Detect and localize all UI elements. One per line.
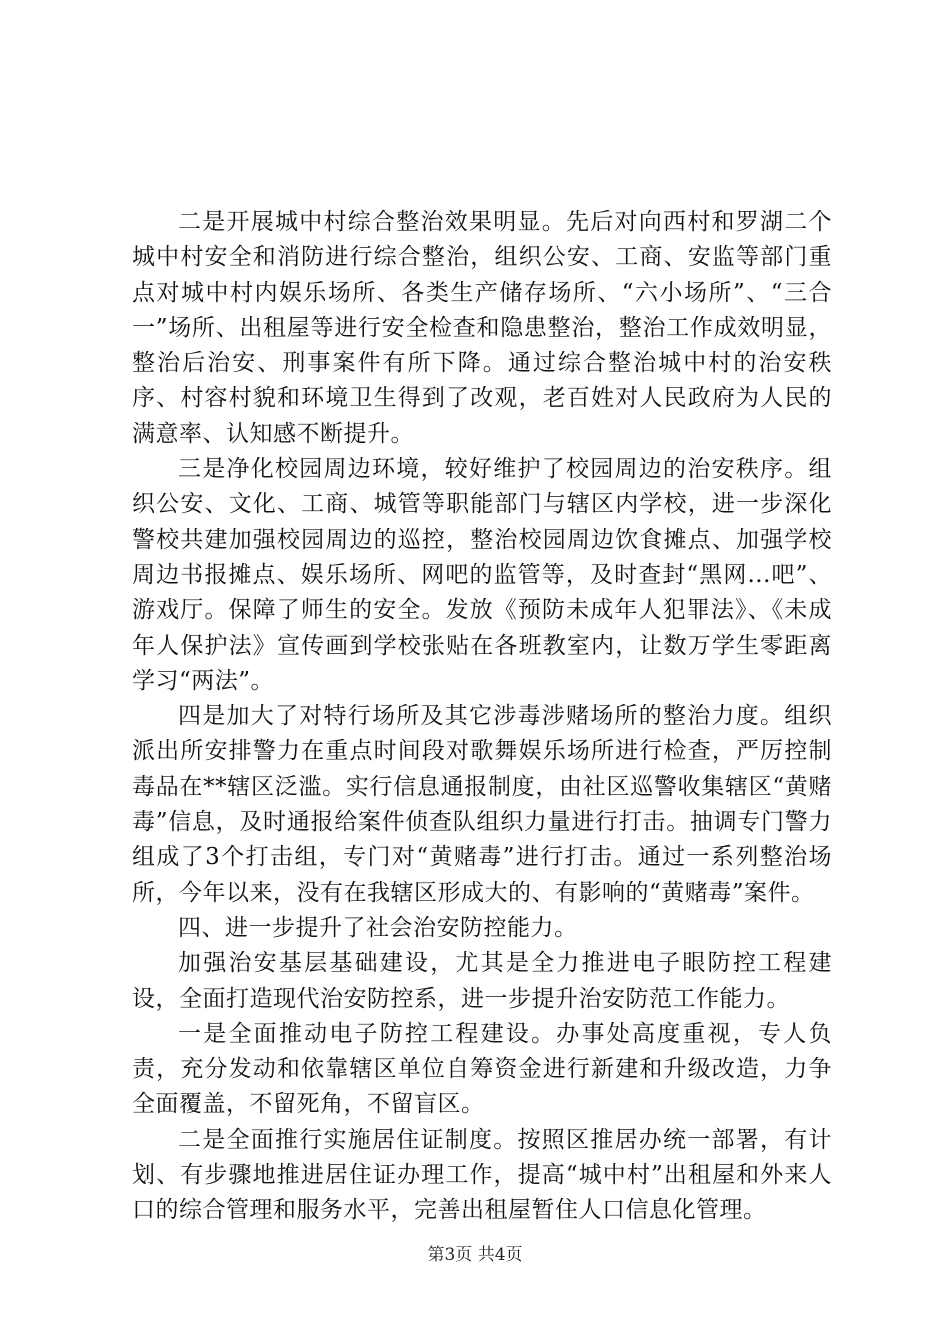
paragraph-special-venues: 四是加大了对特行场所及其它涉毒涉赌场所的整治力度。组织派出所安排警力在重点时间段对歌舞娱乐场所进行检查，严厉控制毒品在**辖区泛滥。实行信息通报制度，由社区巡警收集辖区“黄赌毒”信息，及时通报给案件侦查队组织力量进行打击。抽调专门警力组成了3个打击组，专门对“黄赌毒”进行打击。通过一系列整治场所，今年以来，没有在我辖区形成大的、有影响的“黄赌毒”案件。 <box>132 703 832 906</box>
paragraph-campus-environment: 三是净化校园周边环境，较好维护了校园周边的治安秩序。组织公安、文化、工商、城管等职能部门与辖区内学校，进一步深化警校共建加强校园周边的巡控，整治校园周边饮食摊点、加强学校周边书报摊点、娱乐场所、网吧的监管等，及时查封“黑网...吧”、游戏厅。保障了师生的安全。发放《预防未成年人犯罪法》、《未成年人保护法》宣传画到学校张贴在各班教室内，让数万学生零距离学习“两法”。 <box>132 456 832 694</box>
paragraph-grassroots-construction: 加强治安基层基础建设，尤其是全力推进电子眼防控工程建设，全面打造现代治安防控系，进一步提升治安防范工作能力。 <box>132 950 832 1012</box>
paragraph-urban-village-rectification: 二是开展城中村综合整治效果明显。先后对向西村和罗湖二个城中村安全和消防进行综合整治，组织公安、工商、安监等部门重点对城中村内娱乐场所、各类生产储存场所、“六小场所”、“三合一”场所、出租屋等进行安全检查和隐患整治，整治工作成效明显，整治后治安、刑事案件有所下降。通过综合整治城中村的治安秩序、村容村貌和环境卫生得到了改观，老百姓对人民政府为人民的满意率、认知感不断提升。 <box>132 209 832 447</box>
page-number-footer: 第3页 共4页 <box>427 1245 523 1265</box>
paragraph-residence-permit: 二是全面推行实施居住证制度。按照区推居办统一部署，有计划、有步骤地推进居住证办理工作，提高“城中村”出租屋和外来人口的综合管理和服务水平，完善出租屋暂住人口信息化管理。 <box>132 1126 832 1224</box>
paragraph-electronic-surveillance: 一是全面推动电子防控工程建设。办事处高度重视，专人负责，充分发动和依靠辖区单位自筹资金进行新建和升级改造，力争全面覆盖，不留死角，不留盲区。 <box>132 1020 832 1118</box>
document-body <box>132 205 832 1229</box>
section-heading-security-control: 四、进一步提升了社会治安防控能力。 <box>178 914 578 941</box>
